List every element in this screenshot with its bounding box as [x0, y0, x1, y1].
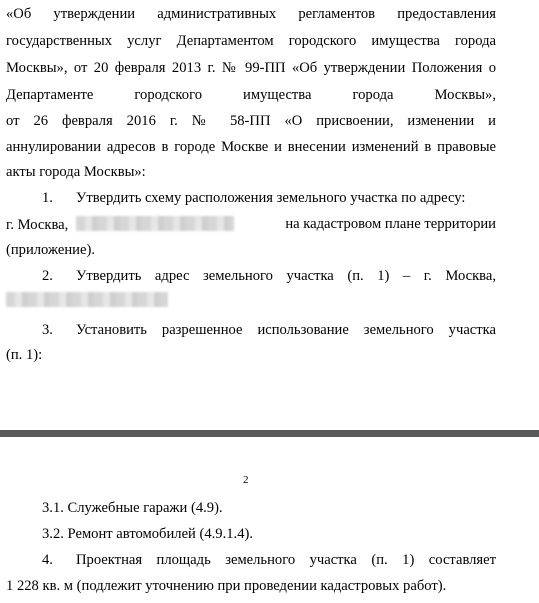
list-item-3 [6, 322, 496, 339]
list-text: Утвердить адрес земельного участка (п. 1) – г. Москва, [76, 268, 496, 284]
page-number: 2 [243, 474, 249, 486]
list-text: Утвердить схему расположения земельного участка по адресу: [76, 190, 466, 206]
list-number: 2. [42, 268, 53, 284]
list-number: 3. [42, 322, 53, 338]
sub-item-3-1: 3.1. Служебные гаражи (4.9). [42, 500, 223, 516]
list-text: на кадастровом плане территории [285, 216, 496, 232]
page-separator [0, 430, 539, 445]
paragraph-line: аннулировании адресов в городе Москве и внесении изменений в правовые [6, 139, 496, 155]
redacted-address [6, 292, 168, 307]
list-text: Установить разрешенное использование земельного участка [76, 322, 496, 338]
list-item-2 [6, 268, 496, 285]
paragraph-line: акты города Москвы»: [6, 164, 146, 180]
redacted-address [76, 216, 234, 231]
page-separator-bar [0, 430, 539, 437]
list-item-1 [6, 190, 496, 207]
list-number: 4. [42, 552, 53, 568]
list-item-4-line2: 1 228 кв. м (подлежит уточнению при проведении кадастровых работ). [6, 578, 447, 594]
list-item-1-line2 [6, 216, 496, 234]
list-text: Проектная площадь земельного участка (п. 1) составляет [76, 552, 496, 568]
paragraph-line: от 26 февраля 2016 г. № 58-ПП «О присвоении, изменении и [6, 113, 496, 129]
list-number: 1. [42, 190, 53, 206]
sub-item-3-2: 3.2. Ремонт автомобилей (4.9.1.4). [42, 526, 254, 542]
paragraph-line: Департаменте городского имущества города Москвы», [6, 87, 496, 103]
list-item-2-line2 [6, 292, 496, 310]
city-text: г. Москва, [6, 217, 69, 233]
list-item-4 [6, 552, 496, 569]
paragraph-line: Москвы», от 20 февраля 2013 г. № 99-ПП «Об утверждении Положения о [6, 60, 496, 76]
list-item-3-line2: (п. 1): [6, 347, 43, 363]
list-item-1-line3: (приложение). [6, 242, 95, 258]
paragraph-line: «Об утверждении административных регламентов предоставления [6, 6, 496, 22]
paragraph-line: государственных услуг Департаментом городского имущества города [6, 33, 496, 49]
